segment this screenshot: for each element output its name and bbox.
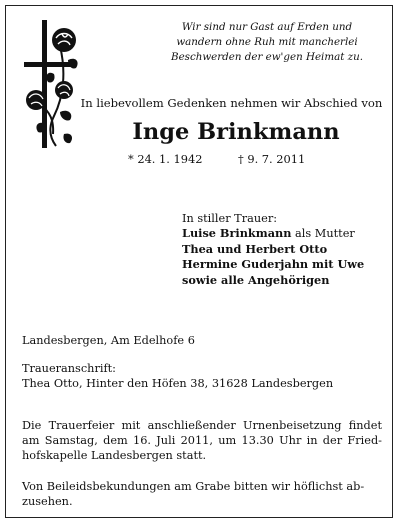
traueranschrift — [22, 361, 382, 391]
death-date: † 9. 7. 2011 — [238, 152, 306, 166]
mourners-heading: In stiller Trauer: — [182, 212, 278, 225]
mourner-role: als Mutter — [291, 227, 355, 241]
verse-line: Beschwerden der ew'gen Heimat zu. — [171, 51, 363, 63]
verse-line: Wir sind nur Gast auf Erden und — [181, 21, 353, 33]
ceremony-line: am Samstag, dem 16. Juli 2011, um 13.30 Uhr in der Fried- — [22, 434, 382, 448]
condolence-line: Von Beileidsbekundungen am Grabe bitten wir höflichst ab- — [22, 480, 365, 493]
traueranschrift-value: Thea Otto, Hinter den Höfen 38, 31628 Landesbergen — [22, 377, 334, 391]
mourner-name: Luise Brinkmann — [182, 226, 292, 241]
mourner-line: Hermine Guderjahn mit Uwe — [182, 257, 365, 272]
verse-line: wandern ohne Ruh mit mancherlei — [176, 36, 358, 48]
mourner-line — [182, 226, 392, 241]
obituary-notice — [5, 5, 393, 518]
ceremony-line: hofskapelle Landesbergen statt. — [22, 449, 207, 463]
family-address: Landesbergen, Am Edelhofe 6 — [22, 334, 195, 347]
mourners-list — [182, 211, 392, 288]
mourner-line: Thea und Herbert Otto — [182, 241, 328, 256]
ceremony-line: Die Trauerfeier mit anschließender Urnenbeisetzung findet — [22, 419, 382, 432]
deceased-name: Inge Brinkmann — [132, 119, 340, 145]
mourner-line: sowie alle Angehörigen — [182, 272, 330, 287]
traueranschrift-label: Traueranschrift: — [22, 362, 116, 375]
birth-date: * 24. 1. 1942 — [128, 152, 203, 166]
memorial-verse — [156, 20, 378, 65]
condolence-note — [22, 479, 382, 509]
cross-with-roses-icon — [20, 16, 82, 151]
intro-text: In liebevollem Gedenken nehmen wir Abschied von — [80, 96, 383, 110]
ceremony-info — [22, 418, 382, 464]
condolence-line: zusehen. — [22, 495, 73, 509]
